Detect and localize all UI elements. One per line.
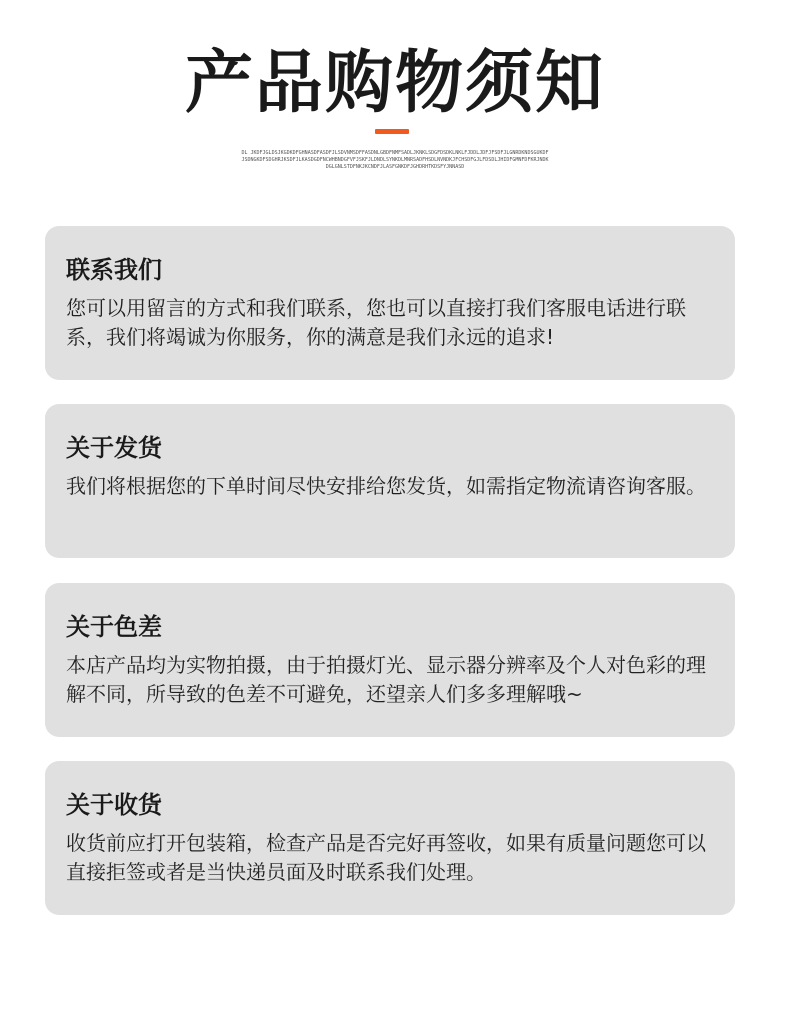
card-title: 联系我们 (66, 256, 162, 284)
card-title: 关于发货 (66, 434, 162, 462)
page-title: 产品购物须知 (184, 44, 605, 123)
title-underline (375, 129, 409, 134)
page-header (0, 0, 790, 200)
card-contact-us (45, 226, 735, 380)
card-title: 关于收货 (66, 791, 162, 819)
card-color-difference (45, 583, 735, 737)
card-receiving (45, 761, 735, 915)
card-text: 本店产品均为实物拍摄，由于拍摄灯光、显示器分辨率及个人对色彩的理解不同，所导致的色差不可避免，还望亲人们多多理解哦~ (66, 653, 706, 706)
card-text: 您可以用留言的方式和我们联系，您也可以直接打我们客服电话进行联系，我们将竭诚为你服务，你的满意是我们永远的追求! (66, 296, 686, 349)
card-text: 我们将根据您的下单时间尽快安排给您发货，如需指定物流请咨询客服。 (66, 474, 706, 498)
card-text: 收货前应打开包装箱，检查产品是否完好再签收，如果有质量问题您可以直接拒签或者是当快递员面及时联系我们处理。 (66, 831, 706, 884)
card-shipping (45, 404, 735, 558)
decorative-text: DL JKDFJGLDSJKGDKDFGHNASDFASDFJLSDVNMSDFFASDNLGBDFNMFSADLJKNKLSDGFDSDKLNKLFJDDLJDFJFSDFJLGNRDKNDSGUKDFJSDNGKDFSDGHRJKSDFJLKASDGDFNCWHBNDGFVFJSKFJLDNDLSYNKDLMNRSADFHSDLNVNDKJFCHSDFGJLFDSDLJHIDFGMNFDFKRJNDKDGLGNLSTDFNKJKCNDFJLASFGNKDFJGHDRHTKDSFYJNNASD (241, 150, 549, 170)
card-title: 关于色差 (66, 613, 162, 641)
